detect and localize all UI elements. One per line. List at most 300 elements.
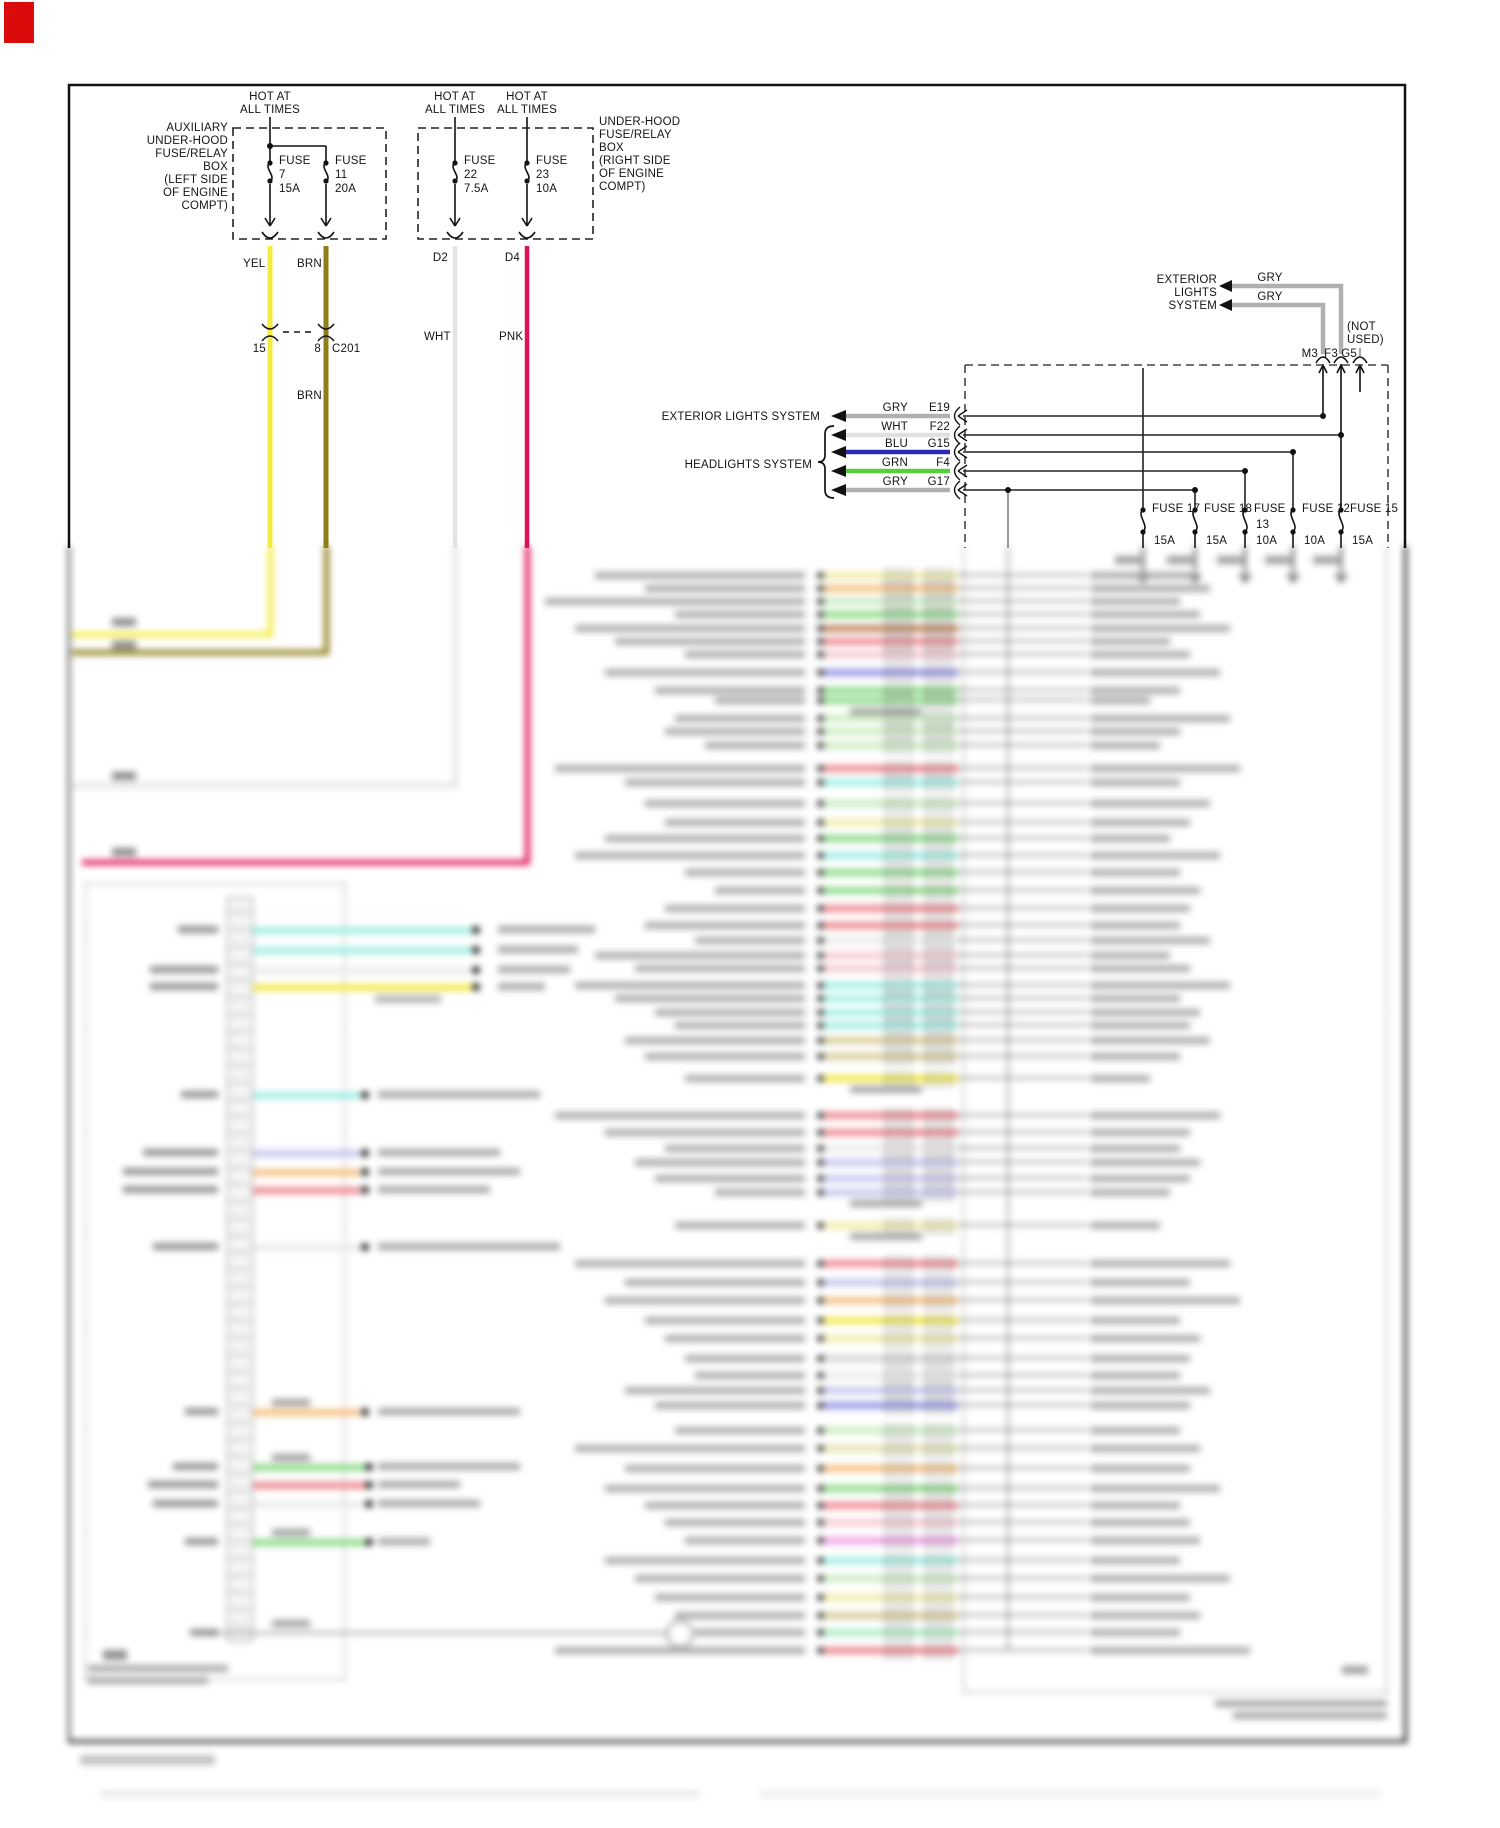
color-code-box	[884, 832, 913, 847]
color-code-box	[884, 1142, 913, 1157]
pin-dot	[817, 779, 824, 786]
row-line	[958, 821, 1087, 823]
fuse-stub	[1194, 546, 1196, 572]
color-code-box	[884, 608, 913, 623]
row-left-label	[715, 1189, 805, 1196]
pin-dot	[817, 1317, 824, 1324]
pin-dot	[817, 1009, 824, 1016]
pin-dot	[817, 765, 824, 772]
color-code-box	[884, 1442, 913, 1457]
row-right-label	[1090, 937, 1210, 944]
color-code-box	[884, 1126, 913, 1141]
color-code-box	[924, 1482, 953, 1497]
pin-tick	[229, 1065, 250, 1066]
pin-dot	[817, 651, 824, 658]
pin-dot	[817, 1159, 824, 1166]
left-label	[123, 1168, 218, 1175]
left-label	[185, 1408, 218, 1415]
pin-dot	[817, 687, 824, 694]
left-label	[185, 1538, 218, 1545]
mid-label	[272, 1454, 310, 1461]
pin-dot	[817, 638, 824, 645]
pin-tick	[229, 1626, 250, 1627]
row-left-label	[645, 1053, 805, 1060]
box-edge-connectors	[955, 407, 968, 499]
pin-tick	[229, 1575, 250, 1576]
color-code-box	[924, 934, 953, 949]
wire-end-dot	[361, 1091, 369, 1099]
row-line	[958, 889, 1087, 891]
color-code-box	[924, 1050, 953, 1065]
row-mid-label	[850, 1200, 922, 1207]
c201-splice	[262, 324, 334, 341]
color-code-box	[884, 1399, 913, 1414]
brn-wire	[72, 650, 328, 655]
terminal-m3: M3	[1301, 348, 1318, 360]
panel-wire-band	[253, 1464, 365, 1471]
wire-end-dot	[361, 1186, 369, 1194]
row-right-label	[1090, 1557, 1180, 1564]
pin-dot	[817, 1485, 824, 1492]
row-line	[958, 802, 1087, 804]
row-left-label	[615, 995, 805, 1002]
panel-wire-band	[253, 1187, 360, 1194]
row-right-label	[1090, 1335, 1200, 1342]
pin-dot	[817, 1427, 824, 1434]
row-terminal-label: G17	[927, 476, 950, 488]
row-right-label	[1090, 905, 1190, 912]
row-right-label	[1090, 625, 1230, 632]
color-code-box	[924, 1314, 953, 1329]
pin-tick	[229, 929, 250, 930]
row-right-label	[1090, 869, 1180, 876]
ext-sys-line: EXTERIOR	[1156, 274, 1217, 286]
color-code-box	[924, 1462, 953, 1477]
row-line	[958, 1539, 1087, 1541]
row-line	[958, 600, 1087, 602]
pin-tick	[229, 1099, 250, 1100]
color-code-box	[924, 1126, 953, 1141]
diagram-sharp-layer	[0, 0, 1500, 560]
row-left-label	[665, 728, 805, 735]
row-line	[958, 1055, 1087, 1057]
row-right-label	[1090, 1297, 1240, 1304]
fuse7-name: FUSE	[279, 155, 311, 167]
pin-dot	[817, 1557, 824, 1564]
fuse23-num: 23	[536, 169, 550, 181]
pin-dot	[817, 835, 824, 842]
row-line	[958, 767, 1087, 769]
row-left-label	[575, 1260, 805, 1267]
pin-dot	[817, 1260, 824, 1267]
pin-tick	[229, 963, 250, 964]
wire-end-dot	[361, 1408, 369, 1416]
row-right-label	[1090, 965, 1190, 972]
color-code-box	[884, 816, 913, 831]
row-line	[958, 1147, 1087, 1149]
triangle-icon	[1188, 574, 1202, 584]
fuse22-num: 22	[464, 169, 478, 181]
row-right-label	[1090, 585, 1210, 592]
pin-tick	[229, 1082, 250, 1083]
color-code-box	[884, 1034, 913, 1049]
row-terminal-label: F22	[929, 421, 950, 433]
row-line	[958, 744, 1087, 746]
fuse17-label: FUSE 17	[1152, 503, 1201, 515]
right-label	[498, 946, 578, 953]
color-code-box	[924, 694, 953, 709]
color-code-box	[924, 1644, 953, 1659]
panel-wire-band	[253, 967, 472, 974]
pnk-label: PNK	[499, 331, 524, 343]
color-code-box	[924, 816, 953, 831]
row-left-label	[655, 1594, 805, 1601]
row-left-label	[605, 835, 805, 842]
pin-dot	[817, 1189, 824, 1196]
row-line	[958, 1429, 1087, 1431]
hot-at-labels	[240, 91, 557, 116]
row-line	[958, 1224, 1087, 1226]
color-code-box	[884, 962, 913, 977]
row-right-label	[1090, 1075, 1150, 1082]
right-label	[378, 1463, 520, 1470]
pin-dot	[817, 819, 824, 826]
panel-wire-band	[253, 1169, 360, 1176]
uh-title-line: UNDER-HOOD	[599, 116, 681, 128]
fuse-feed-lines	[262, 117, 535, 238]
caption-line	[1233, 1712, 1387, 1719]
color-code-box	[884, 1609, 913, 1624]
row-line	[958, 689, 1087, 691]
row-right-label	[1090, 1402, 1190, 1409]
right-label	[378, 1538, 430, 1545]
color-code-box	[924, 1019, 953, 1034]
uh-title-line: (RIGHT SIDE	[599, 155, 671, 167]
color-code-box	[884, 1462, 913, 1477]
pin-tick	[229, 980, 250, 981]
terminal-d2: D2	[432, 252, 448, 264]
row-line	[958, 1161, 1087, 1163]
row-right-label	[1090, 800, 1210, 807]
row-left-label	[605, 1129, 805, 1136]
pin-tick	[229, 1558, 250, 1559]
row-left-label	[635, 1575, 805, 1582]
color-code-box	[884, 849, 913, 864]
row-left-label	[675, 611, 805, 618]
pin-dot	[817, 1075, 824, 1082]
fuse-labels	[279, 155, 568, 195]
pin-dot	[817, 965, 824, 972]
row-right-label	[1090, 1465, 1190, 1472]
wire-end-dot	[361, 1243, 369, 1251]
pin-tick	[229, 1014, 250, 1015]
color-code-box	[924, 1294, 953, 1309]
row-line	[958, 587, 1087, 589]
fuse18-amp: 15A	[1206, 535, 1228, 547]
color-code-box	[884, 1219, 913, 1234]
row-line	[958, 1024, 1087, 1026]
panel-wire-band	[253, 984, 472, 991]
row-left-label	[665, 905, 805, 912]
color-code-box	[924, 797, 953, 812]
color-code-box	[884, 1352, 913, 1367]
right-label	[378, 1168, 520, 1175]
color-code-box	[884, 919, 913, 934]
box-internal-routing	[963, 368, 1341, 508]
fuse-stub	[1244, 546, 1246, 572]
splice-pin-15: 15	[252, 343, 266, 355]
row-line	[958, 1504, 1087, 1506]
right-label	[378, 1149, 500, 1156]
panel-wire-band	[253, 1501, 365, 1508]
row-left-label	[575, 852, 805, 859]
footer-text	[80, 1755, 215, 1765]
row-line	[958, 1614, 1087, 1616]
pin-tick	[229, 912, 250, 913]
pin-dot	[817, 1129, 824, 1136]
row-right-label	[1090, 742, 1160, 749]
row-left-label	[555, 1647, 805, 1654]
row-line	[958, 781, 1087, 783]
row-line	[958, 1191, 1087, 1193]
row-line	[958, 1114, 1087, 1116]
color-code-box	[884, 1019, 913, 1034]
panel-wire-band	[253, 1244, 360, 1251]
row-left-label	[545, 598, 805, 605]
row-right-label	[1090, 669, 1220, 676]
pin-tick	[229, 1320, 250, 1321]
row-left-label	[695, 937, 805, 944]
row-line	[958, 1039, 1087, 1041]
wire-end-dot	[365, 1481, 373, 1489]
fuse11-num: 11	[335, 169, 348, 181]
mid-label	[272, 1529, 310, 1536]
row-line	[958, 699, 1087, 701]
row-right-label	[1090, 1112, 1220, 1119]
panel-wire-band	[253, 1092, 360, 1099]
pin-tick	[229, 1116, 250, 1117]
color-code-box	[924, 1554, 953, 1569]
row-line	[958, 1631, 1087, 1633]
row-line	[958, 671, 1087, 673]
row-mid-label	[850, 1233, 922, 1240]
stub-label	[1313, 556, 1339, 564]
row-left-label	[555, 1112, 805, 1119]
color-code-box	[924, 992, 953, 1007]
row-color-label: BLU	[885, 438, 908, 450]
row-line	[958, 984, 1087, 986]
color-code-box	[884, 1626, 913, 1641]
pin-tick	[229, 1184, 250, 1185]
aux-title-line: OF ENGINE	[162, 187, 228, 199]
exterior-lights-system-label: EXTERIOR LIGHTS SYSTEM	[661, 411, 820, 423]
splice-pin-8: 8	[314, 343, 321, 355]
pin-tick	[229, 1524, 250, 1525]
row-line	[958, 939, 1087, 941]
left-label	[153, 1500, 218, 1507]
color-code-box	[924, 1609, 953, 1624]
pin-dot	[817, 1575, 824, 1582]
row-line	[958, 640, 1087, 642]
row-left-label	[595, 572, 805, 579]
row-right-label	[1090, 1485, 1220, 1492]
row-right-label	[1090, 1145, 1180, 1152]
color-code-box	[884, 1554, 913, 1569]
color-code-box	[924, 1516, 953, 1531]
row-left-label	[695, 1372, 805, 1379]
right-label	[378, 1481, 460, 1488]
row-terminal-label: E19	[928, 402, 950, 414]
right-label	[498, 966, 570, 973]
pnk-wire	[82, 860, 529, 865]
color-code-box	[884, 1516, 913, 1531]
terminal-f3: F3	[1324, 348, 1338, 360]
row-line	[958, 730, 1087, 732]
brn-wire	[324, 546, 329, 655]
hot-label-3-line2: ALL TIMES	[497, 104, 557, 116]
wire-end-dot	[472, 926, 480, 934]
wire-label-blob	[112, 618, 136, 626]
panel-wire-band	[253, 1539, 365, 1546]
left-arrow-icon	[831, 446, 846, 458]
pin-dot	[817, 995, 824, 1002]
underhood-fuse-box-outline	[418, 128, 593, 239]
row-line	[958, 967, 1087, 969]
blurred-diagram-region	[0, 546, 1500, 1828]
row-left-label	[625, 1037, 805, 1044]
row-line	[958, 954, 1087, 956]
row-line	[958, 1521, 1087, 1523]
triangle-icon	[1334, 574, 1348, 584]
mid-label	[272, 1399, 310, 1406]
wire-end-dot	[361, 1149, 369, 1157]
pnk-wire	[525, 546, 530, 864]
row-line	[958, 871, 1087, 873]
row-right-label	[1090, 1317, 1180, 1324]
row-left-label	[555, 765, 805, 772]
row-right-label	[1090, 1519, 1190, 1526]
color-code-box	[924, 1572, 953, 1587]
fuse23-name: FUSE	[536, 155, 568, 167]
pin-dot	[817, 1402, 824, 1409]
pin-dot	[817, 1335, 824, 1342]
row-line	[958, 653, 1087, 655]
wire-end-dot	[472, 946, 480, 954]
color-code-box	[924, 1499, 953, 1514]
pin-dot	[817, 697, 824, 704]
exterior-lights-top-block	[1157, 272, 1384, 508]
color-code-box	[884, 1572, 913, 1587]
pin-tick	[229, 1490, 250, 1491]
stub-label	[1115, 556, 1141, 564]
row-right-label	[1090, 1647, 1250, 1654]
row-color-label: GRY	[882, 402, 908, 414]
row-line	[958, 627, 1087, 629]
pin-tick	[229, 997, 250, 998]
row-left-label	[575, 625, 805, 632]
pin-tick	[229, 1031, 250, 1032]
row-line	[958, 1177, 1087, 1179]
color-code-box	[884, 648, 913, 663]
pin-tick	[229, 1473, 250, 1474]
row-right-label	[1090, 852, 1220, 859]
row-left-label	[675, 1612, 805, 1619]
row-left-label	[675, 715, 805, 722]
row-right-label	[1090, 1222, 1160, 1229]
panel-wire-band	[253, 1482, 365, 1489]
color-code-box	[924, 762, 953, 777]
stub-label	[1167, 556, 1193, 564]
row-left-label	[715, 697, 805, 704]
row-line	[958, 1596, 1087, 1598]
row-left-label	[655, 687, 805, 694]
row-line	[958, 1467, 1087, 1469]
splice-connector-c201: C201	[332, 343, 361, 355]
row-color-label: WHT	[881, 421, 908, 433]
row-color-label: GRY	[882, 476, 908, 488]
row-right-label	[1090, 835, 1170, 842]
color-code-box	[924, 1072, 953, 1087]
color-code-box	[884, 1050, 913, 1065]
brn-label: BRN	[297, 258, 322, 270]
color-code-box	[884, 992, 913, 1007]
row-left-label	[625, 779, 805, 786]
hot-label-1-line1: HOT AT	[249, 91, 291, 103]
row-line	[958, 1357, 1087, 1359]
color-code-box	[884, 1109, 913, 1124]
right-label	[378, 1091, 540, 1098]
fuse22-amp: 7.5A	[464, 183, 489, 195]
color-code-box	[924, 1219, 953, 1234]
pin-tick	[229, 1371, 250, 1372]
wire-end-dot	[365, 1500, 373, 1508]
pin-dot	[817, 598, 824, 605]
pin-dot	[817, 625, 824, 632]
row-left-label	[635, 965, 805, 972]
row-right-label	[1090, 687, 1180, 694]
pin-tick	[229, 1609, 250, 1610]
pin-dot	[817, 1355, 824, 1362]
color-code-box	[884, 725, 913, 740]
row-right-label	[1090, 995, 1180, 1002]
left-label	[178, 926, 218, 933]
right-label	[378, 1186, 490, 1193]
row-right-label	[1090, 1175, 1190, 1182]
pin-tick	[229, 1150, 250, 1151]
color-code-box	[924, 849, 953, 864]
aux-title-line: AUXILIARY	[166, 122, 228, 134]
pin-dot	[817, 869, 824, 876]
pin-dot	[817, 1279, 824, 1286]
color-code-box	[924, 739, 953, 754]
color-code-box	[924, 919, 953, 934]
row-right-label	[1090, 1053, 1180, 1060]
left-arrow-icon	[831, 484, 846, 496]
underhood-fuse-box-title	[599, 116, 680, 193]
left-label	[143, 1149, 218, 1156]
fuse-stub	[1292, 546, 1294, 572]
pin-dot	[817, 1145, 824, 1152]
row-right-label	[1090, 1575, 1230, 1582]
row-line	[958, 907, 1087, 909]
yel-wire	[72, 632, 272, 637]
pin-dot	[817, 1647, 824, 1654]
uh-title-line: OF ENGINE	[599, 168, 665, 180]
pin-tick	[229, 1218, 250, 1219]
pin-dot	[817, 887, 824, 894]
hot-label-1-line2: ALL TIMES	[240, 104, 300, 116]
pin-dot	[817, 1629, 824, 1636]
